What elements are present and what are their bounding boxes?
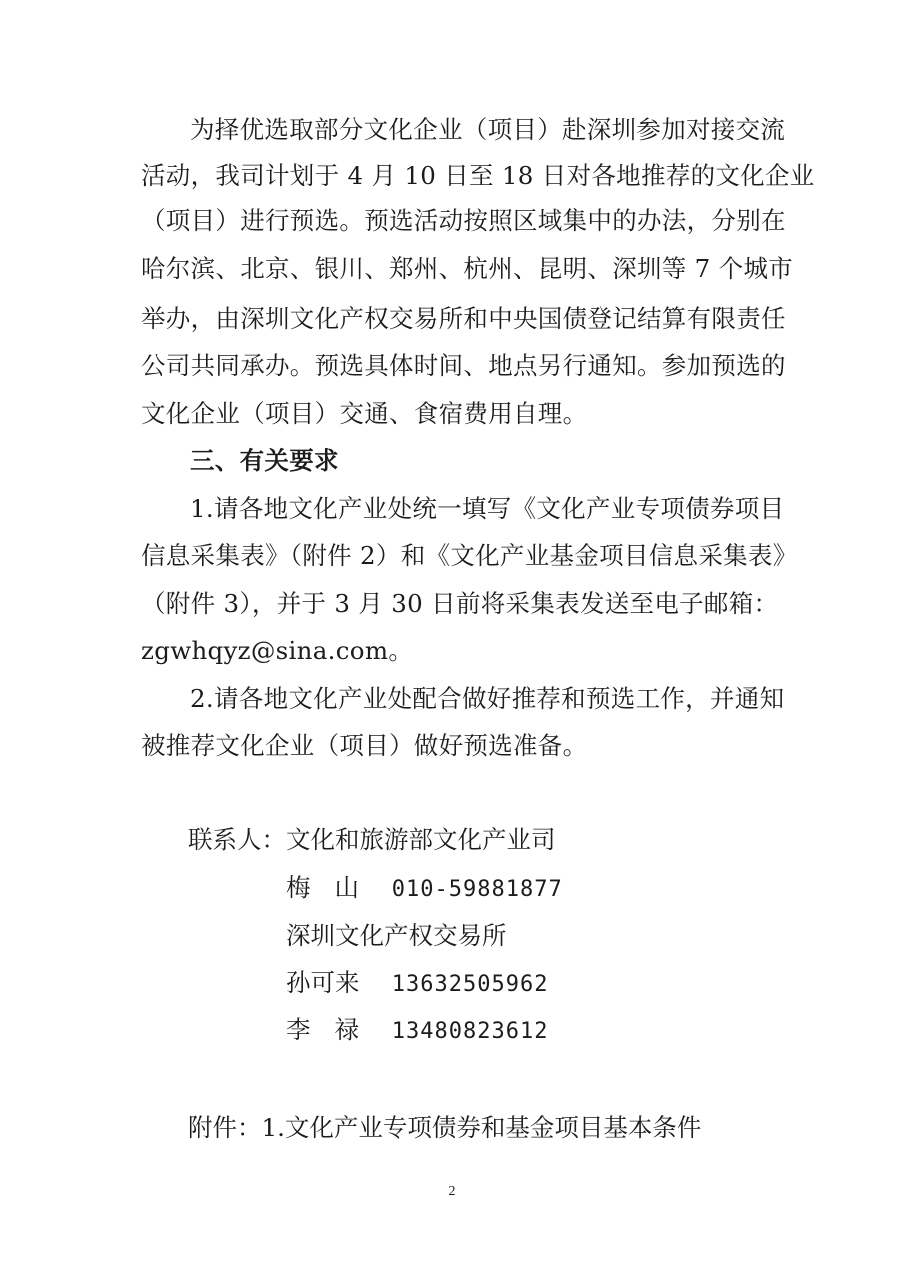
item-1-line-3: （附件 3），并于 3 月 30 日前将采集表发送至电子邮箱：	[141, 589, 779, 618]
paragraph-1-line-6: 公司共同承办。预选具体时间、地点另行通知。参加预选的	[141, 351, 786, 380]
contact-person-2	[286, 959, 549, 1009]
contact-label: 联系人：	[188, 825, 286, 854]
paragraph-1-line-1: 为择优选取部分文化企业（项目）赴深圳参加对接交流	[190, 115, 786, 144]
paragraph-1-line-3: （项目）进行预选。预选活动按照区域集中的办法，分别在	[141, 206, 786, 235]
item-1-line-1: 1.请各地文化产业处统一填写《文化产业专项债券项目	[190, 494, 785, 523]
section-heading: 三、有关要求	[190, 446, 339, 475]
page-number: 2	[448, 1184, 456, 1199]
item-2-line-1: 2.请各地文化产业处配合做好推荐和预选工作，并通知	[190, 684, 785, 713]
attachment-line: 附件：1.文化产业专项债券和基金项目基本条件	[188, 1113, 702, 1142]
paragraph-1-line-5: 举办，由深圳文化产权交易所和中央国债登记结算有限责任	[141, 304, 786, 333]
contact-org-2: 深圳文化产权交易所	[286, 921, 507, 950]
contact-person-3	[286, 1006, 549, 1056]
contact-org-1: 文化和旅游部文化产业司	[286, 825, 556, 854]
paragraph-1-line-4: 哈尔滨、北京、银川、郑州、杭州、昆明、深圳等 7 个城市	[141, 254, 794, 283]
contact-person-1-phone: 010-59881877	[391, 877, 563, 902]
contact-person-1-name: 梅山	[286, 873, 383, 902]
contact-person-2-name: 孙可来	[286, 968, 360, 997]
email-address: zgwhqyz@sina.com。	[141, 636, 414, 665]
paragraph-1-line-2: 活动，我司计划于 4 月 10 日至 18 日对各地推荐的文化企业	[141, 161, 815, 190]
contact-person-2-phone: 13632505962	[391, 972, 549, 997]
paragraph-1-line-7: 文化企业（项目）交通、食宿费用自理。	[141, 399, 588, 428]
contact-person-3-name: 李禄	[286, 1015, 383, 1044]
contact-person-3-phone: 13480823612	[391, 1019, 549, 1044]
item-1-line-2: 信息采集表》（附件 2）和《文化产业基金项目信息采集表》	[141, 541, 798, 570]
item-2-line-2: 被推荐文化企业（项目）做好预选准备。	[141, 731, 588, 760]
contact-person-1	[286, 864, 563, 914]
